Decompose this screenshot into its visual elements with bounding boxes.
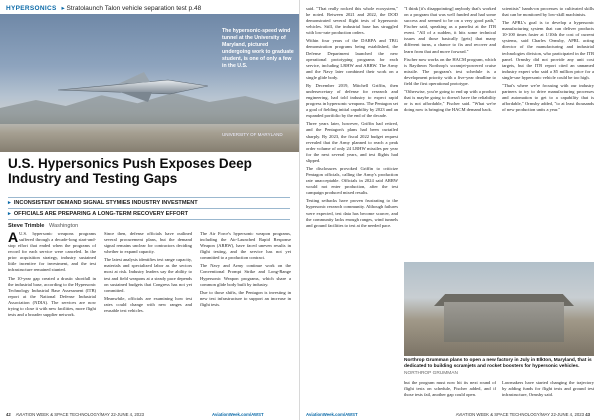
section-header — [6, 4, 201, 12]
body-paragraph: Lawmakers have started changing the trajectory by adding funds for flight tests and ground test infrastructure, Ormsby said. — [502, 380, 594, 398]
body-paragraph: scientists" hands-on processes to cultivated skills that can be monitored by low-skill machinists. — [502, 6, 594, 18]
body-column-1 — [8, 231, 96, 403]
factory-building — [444, 302, 564, 342]
section-label: HYPERSONICS — [6, 5, 57, 12]
body-paragraph: Three years later, however, Griffin had retired, and the Pentagon's plans had been curtailed sharply. By 2023, the fiscal 2022 budget request revealed that the Army planned to reach a peak order volume of only 24 LRHW missiles per year for the next several years, and test flights had slipped. — [306, 121, 398, 163]
body-paragraph: "That's where we're focusing with our industry partners to try to drive manufacturing processes and automation to get to a capability that is affordable," Ormsby added, "to at least thousands of new production units a year." — [502, 82, 594, 113]
factory-photo-caption: Northrop Grumman plans to open a new factory in July in Elkton, Maryland, that is dedicated to building scramjets and rocket boosters for hypersonic vehicles. NORTHROP GRUMMAN — [404, 358, 592, 376]
footer-website — [306, 412, 358, 417]
arrow-right-icon: ▸ — [8, 200, 11, 206]
body-paragraph: "Otherwise, you're going to end up with a product that is maybe going to doesn't have the reliability or is not affordable," Fischer said. "What we're doing now is bringing the HACM demand back. — [404, 89, 496, 113]
deck-bullet: ▸ INCONSISTENT DEMAND SIGNAL STYMIES INDUSTRY INVESTMENT — [8, 197, 290, 208]
body-paragraph: The APRL's goal is to develop a hypersonic manufacturing system that can deliver products 10-100 times faster at 1/10th the cost of current systems, said Charles Ormsby, APRL acting director of the manufacturing and industrial technologies division, who participated in the ITB panel. Ormsby did not provide any unit cost targets, but the ITB report cited an unnamed industry expert who said a $5 million price for a single-use hypersonic vehicle could be too high. — [502, 20, 594, 80]
page-number: 42 — [6, 412, 11, 417]
website-link[interactable]: AviationWeek.com/AWST — [212, 412, 264, 417]
deck-bullet: ▸ OFFICIALS ARE PREPARING A LONG-TERM RECOVERY EFFORT — [8, 208, 290, 220]
body-column-3 — [200, 231, 291, 403]
body-paragraph: Testing setbacks have proven frustrating to the hypersonic research community. Although failures were expected, test data has become scarcer, and the community lacks enough ranges, wind tunnels and ground facilities to test at the needed pace. — [306, 198, 398, 228]
body-paragraph: The 10-year gap created a drastic shortfall in the industrial base, according to the Hypersonic Technology Industrial Base Assessment (ITB) report at the National Defense Industrial Association (NDIA). The services are now trying to close it with new facilities, more flight tests and a broader supplier network. — [8, 275, 96, 318]
page-number: 43 — [585, 412, 590, 417]
factory-photo — [404, 262, 594, 356]
hero-photo — [0, 14, 299, 152]
body-paragraph: Since then, defense officials have outlined several procurement plans, but the demand signal remains unclear for contractors deciding whether to expand capacity. — [104, 231, 192, 255]
body-paragraph: but the program must now hit its next round of flight tests on schedule, Fischer added, and if those tests fail, another gap could open. — [404, 380, 496, 398]
body-paragraph: A U.S. hypersonic weapons programs suffered through a decade-long start-and-stop effort that ended when the programs of record for each service were canceled. In the prior acquisition strategy, industry sustained little incentive for investment, and the test infrastructure remained stunted. — [8, 229, 96, 273]
body-paragraph: Fischer now works on the HACM program, which is Raytheon Northrop's scramjet-powered cruise missile. The program's test schedule is a development priority with a five-year deadline to field the first operational prototype. — [404, 56, 496, 86]
body-paragraph: Meanwhile, officials are examining how test rates could change with new ranges and reusable test vehicles. — [104, 295, 192, 313]
author-name: Steve Trimble — [8, 223, 45, 229]
publication-line: AVIATION WEEK & SPACE TECHNOLOGY/MAY 22-JUNE 4, 2023 — [455, 412, 585, 417]
right-page — [300, 0, 600, 420]
body-paragraph: The Air Force's hypersonic weapon programs, including the Air-Launched Rapid Response Weapon (ARRW), have faced uneven results in flight testing, and the service has not yet committed to a production contract. — [200, 231, 291, 261]
footer-left — [6, 412, 144, 417]
body-paragraph: said. "That really rocked this whole ecosystem," he noted. Between 2021 and 2022, the DOD demonstrated several flight tests of hypersonic vehicles. Still, the industrial base has struggled with low-rate production orders. — [306, 6, 398, 36]
footer-right — [456, 412, 594, 417]
factory-photo-credit: NORTHROP GRUMMAN — [404, 370, 458, 376]
publication-line: AVIATION WEEK & SPACE TECHNOLOGY/MAY 22-JUNE 4, 2023 — [15, 412, 144, 417]
triangle-icon: ▸ — [61, 5, 65, 12]
body-paragraph: "I think [it's disappointing] anybody that's worked on a program that was well funded and had some success and seemed to be on a very good path," Fischer said, speaking as a panelist at the ITB event. "All of a sudden, it hits some technical issues and those basically [gets] that many different turns, a chance to fix and recover and learn from that and move forward." — [404, 6, 496, 54]
body-paragraph: Within four years of the DARPA and TBG demonstration programs being established, the Defense Department launched the new operational prototyping programs for each service, including LRHW and ARRW. The Army and the Navy later combined their work on a single glide body. — [306, 38, 398, 80]
body-paragraph: The Navy and Army continue work on the Conventional Prompt Strike and Long-Range Hypersonic Weapon programs, which share a common glide body built by industry. — [200, 263, 291, 287]
website-link[interactable]: AviationWeek.com/AWST — [306, 412, 358, 417]
article-headline: U.S. Hypersonics Push Exposes Deep Industry and Testing Gaps — [8, 156, 252, 186]
hypersonic-vehicle-illustration — [58, 66, 208, 106]
body-paragraph: By December 2019, Mitchell Griffin, then undersecretary of defense for research and engineering, had told industry to expect rapid progress in hypersonic weapons. The Pentagon set a goal of fielding initial capability by 2023 and an expanded portfolio by the end of the decade. — [306, 82, 398, 119]
body-column-6 — [502, 6, 594, 256]
body-paragraph: The latest analysis identifies test range capacity, materials and specialized labor as the sectors most at risk. Industry leaders say the ability to test and field weapons at a steady pace depends on sustained budgets that Congress has not yet committed. — [104, 257, 192, 293]
dateline: Washington — [48, 223, 79, 229]
arrow-right-icon: ▸ — [8, 211, 11, 217]
section-continuation: Stratolaunch Talon vehicle separation test — [66, 5, 187, 12]
drop-cap: A — [8, 229, 19, 245]
body-paragraph: Due to those shifts, the Pentagon is investing in new test infrastructure to support an increase in flight tests. — [200, 289, 291, 307]
hero-credit: UNIVERSITY OF MARYLAND — [222, 132, 283, 137]
section-page-ref[interactable]: p.48 — [188, 5, 202, 12]
body-column-2 — [104, 231, 192, 403]
body-column-8 — [502, 380, 594, 408]
body-column-5 — [404, 6, 496, 256]
hero-caption: The hypersonic-speed wind tunnel at the University of Maryland, pictured undergoing work to graduate student, is one of only a few in the U.S. — [222, 28, 294, 70]
body-column-4 — [306, 6, 398, 408]
byline — [8, 223, 78, 229]
footer-website — [212, 412, 264, 417]
body-column-7 — [404, 380, 496, 408]
body-paragraph: The disclosures provoked Griffin to criticize Pentagon officials, calling the Army's production rate unacceptable. Officials in 2024 said ARRW would not enter production, after the test campaign produced mixed results. — [306, 165, 398, 196]
deck-bullets — [8, 197, 290, 220]
